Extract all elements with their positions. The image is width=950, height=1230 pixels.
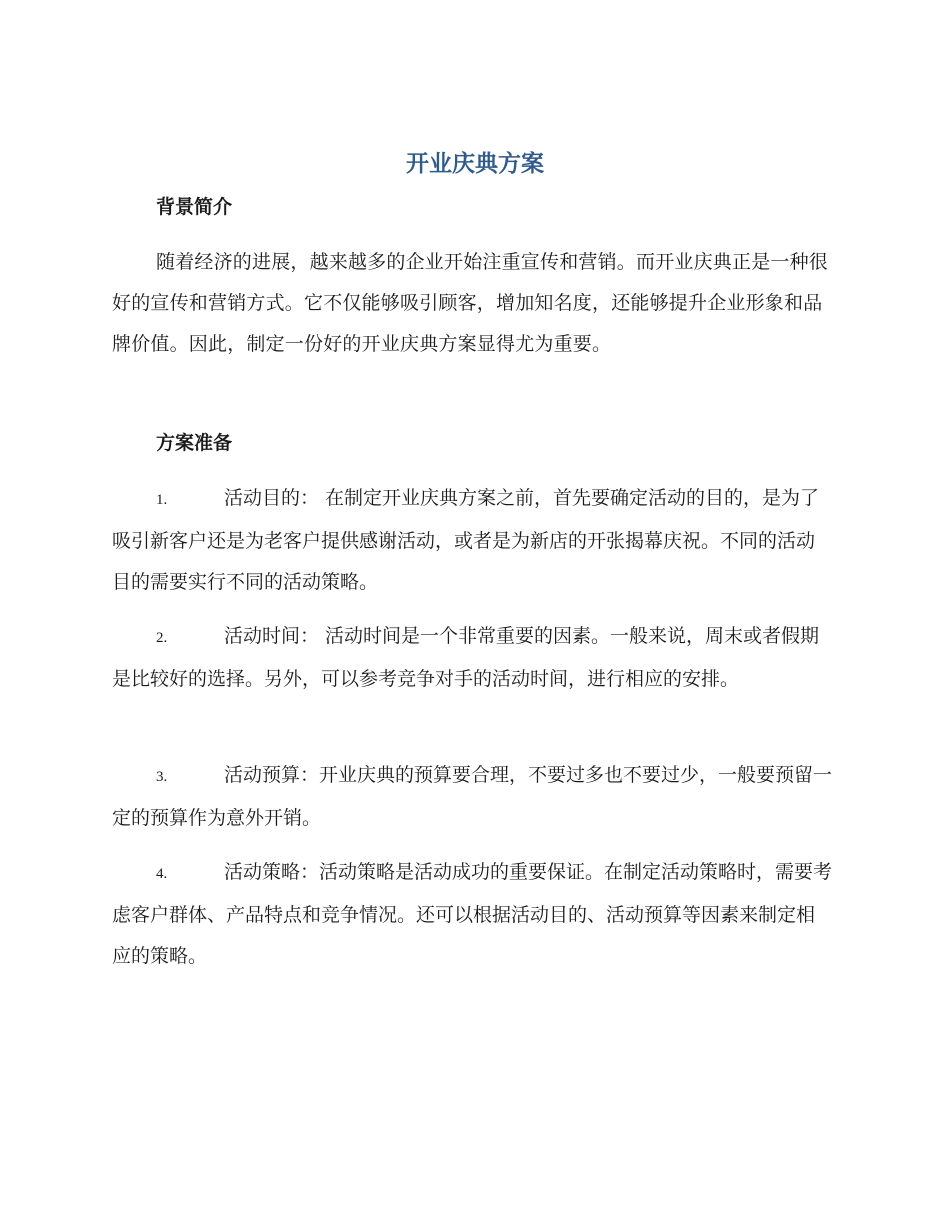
list-item <box>112 616 832 700</box>
list-item-number: 1. <box>156 492 168 508</box>
section-heading-preparation: 方案准备 <box>156 432 233 454</box>
section-heading-background: 背景简介 <box>156 196 233 218</box>
list-item-text: 活动目的： 在制定开业庆典方案之前，首先要确定活动的目的，是为了吸引新客户还是为老客户提供感谢活动，或者是为新店的开张揭幕庆祝。不同的活动目的需要实行不同的活动策略。 <box>112 487 820 593</box>
list-item-number: 4. <box>156 866 168 882</box>
list-item-number: 2. <box>156 630 168 646</box>
list-item-text: 活动时间： 活动时间是一个非常重要的因素。一般来说，周末或者假期是比较好的选择。另外，可以参考竞争对手的活动时间，进行相应的安排。 <box>112 625 820 690</box>
background-paragraph: 随着经济的进展，越来越多的企业开始注重宣传和营销。而开业庆典正是一种很好的宣传和营销方式。它不仅能够吸引顾客，增加知名度，还能够提升企业形象和品牌价值。因此，制定一份好的开业庆典方案显得尤为重要。 <box>112 251 829 355</box>
list-item <box>112 755 832 839</box>
document-title: 开业庆典方案 <box>406 151 544 177</box>
list-item <box>112 852 832 977</box>
list-item-text: 活动预算：开业庆典的预算要合理，不要过多也不要过少，一般要预留一定的预算作为意外开销。 <box>112 764 833 829</box>
list-item-text: 活动策略：活动策略是活动成功的重要保证。在制定活动策略时，需要考虑客户群体、产品特点和竞争情况。还可以根据活动目的、活动预算等因素来制定相应的策略。 <box>112 861 833 967</box>
list-item <box>112 478 832 603</box>
list-item-number: 3. <box>156 769 168 785</box>
